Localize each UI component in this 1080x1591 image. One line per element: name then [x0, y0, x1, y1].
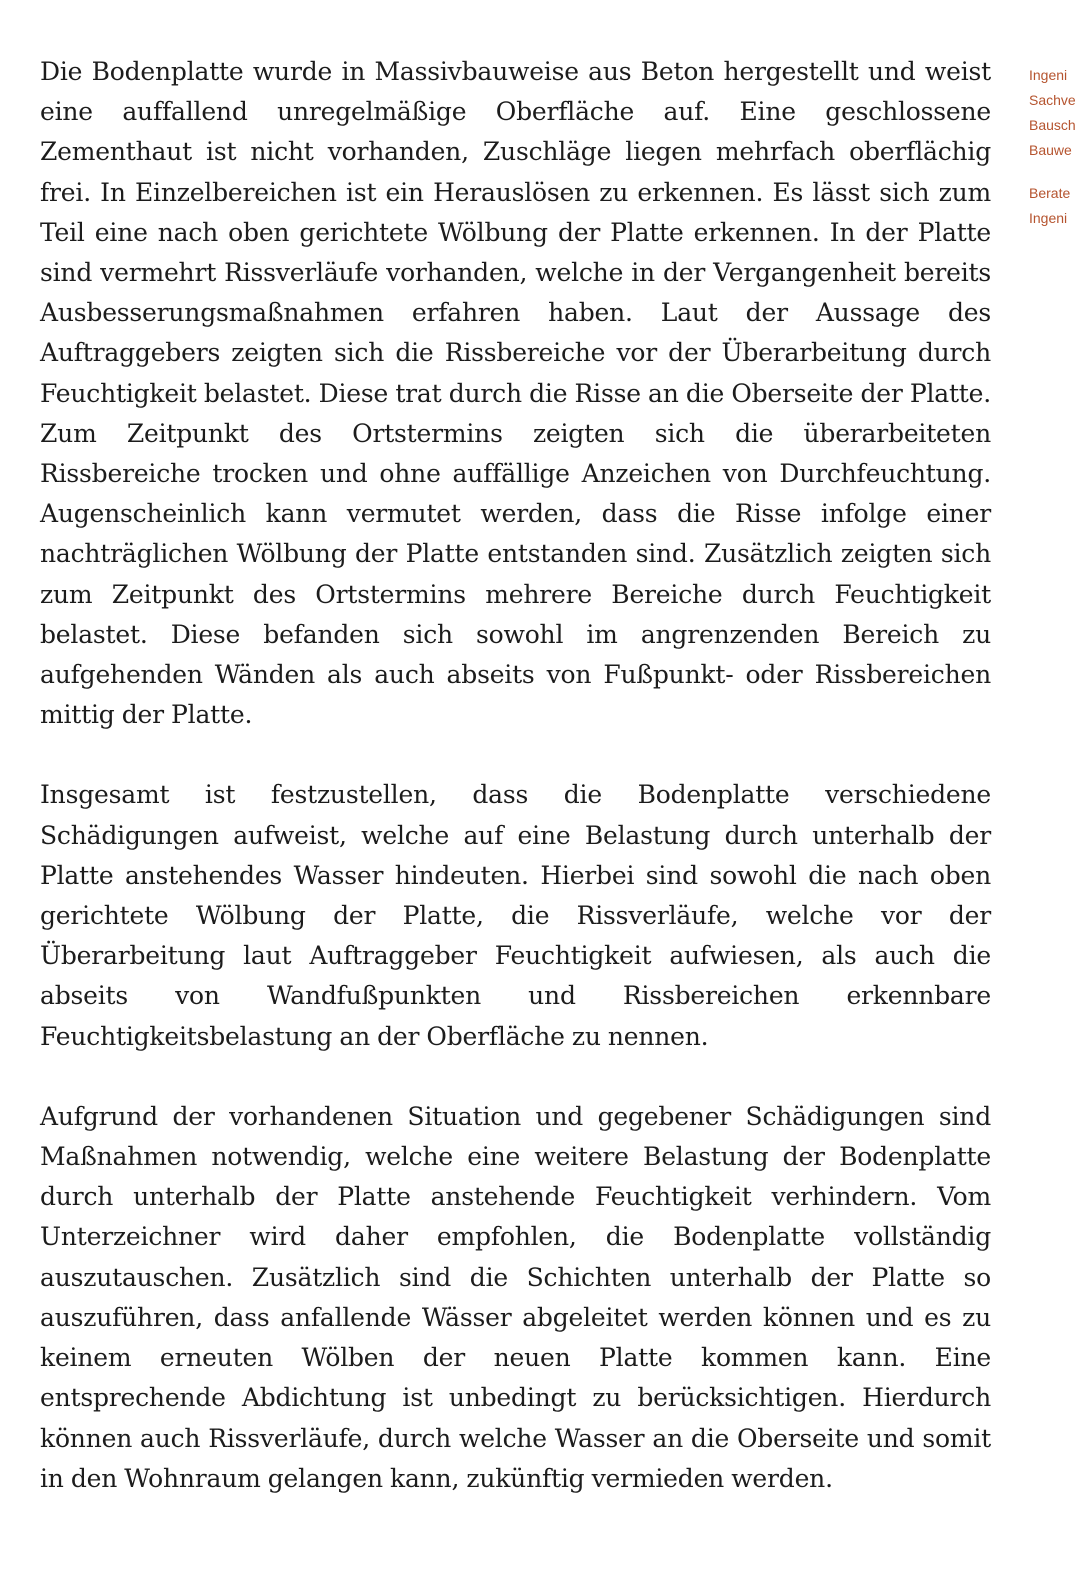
margin-note: Berate: [1029, 185, 1071, 201]
margin-note: Sachve: [1029, 92, 1076, 108]
paragraph-recommendation: Aufgrund der vorhandenen Situation und gegebener Schädigungen sind Maßnahmen notwendig, welche eine weitere Belastung der Bodenplatte durch unterhalb der Platte anstehende Feuchtigkeit verhindern. Vom Unterzeichner wird daher empfohlen, die Bodenplatte vollständig auszutauschen. Zusätzlich sind die Schichten unterhalb der Platte so auszuführen, dass anfallende Wässer abgeleitet werden können und es zu keinem erneuten Wölben der neuen Platte kommen kann. Eine entsprechende Abdichtung ist unbedingt zu berücksichtigen. Hierdurch können auch Rissverläufe, durch welche Wasser an die Oberseite und somit in den Wohnraum gelangen kann, zukünftig vermieden werden.: [40, 1101, 991, 1493]
margin-note-group: [1029, 181, 1080, 231]
margin-letterhead: [1029, 63, 1080, 231]
margin-note: Bauwe: [1029, 142, 1072, 158]
paragraph-assessment: Insgesamt ist festzustellen, dass die Bodenplatte verschiedene Schädigungen aufweist, welche auf eine Belastung durch unterhalb der Platte anstehendes Wasser hindeuten. Hierbei sind sowohl die nach oben gerichtete Wölbung der Platte, die Rissverläufe, welche vor der Überarbeitung laut Auftraggeber Feuchtigkeit aufwiesen, als auch die abseits von Wandfußpunkten und Rissbereichen erkennbare Feuchtigkeitsbelastung an der Oberfläche zu nennen.: [40, 780, 991, 1051]
margin-note: Ingeni: [1029, 67, 1068, 83]
margin-note-group: [1029, 63, 1080, 163]
paragraph-findings: Die Bodenplatte wurde in Massivbauweise aus Beton hergestellt und weist eine auffallend unregelmäßige Oberfläche auf. Eine geschlossene Zementhaut ist nicht vorhanden, Zuschläge liegen mehrfach oberflächig frei. In Einzelbereichen ist ein Herauslösen zu erkennen. Es lässt sich zum Teil eine nach oben gerichtete Wölbung der Platte erkennen. In der Platte sind vermehrt Rissverläufe vorhanden, welche in der Vergangenheit bereits Ausbesserungsmaßnahmen erfahren haben. Laut der Aussage des Auftraggebers zeigten sich die Rissbereiche vor der Überarbeitung durch Feuchtigkeit belastet. Diese trat durch die Risse an die Oberseite der Platte. Zum Zeitpunkt des Ortstermins zeigten sich die überarbeiteten Rissbereiche trocken und ohne auffällige Anzeichen von Durchfeuchtung. Augenscheinlich kann vermutet werden, dass die Risse infolge einer nachträglichen Wölbung der Platte entstanden sind. Zusätzlich zeigten sich zum Zeitpunkt des Ortstermins mehrere Bereiche durch Feuchtigkeit belastet. Diese befanden sich sowohl im angrenzenden Bereich zu aufgehenden Wänden als auch abseits von Fußpunkt- oder Rissbereichen mittig der Platte.: [40, 57, 991, 730]
margin-note: Ingeni: [1029, 210, 1068, 226]
document-body: [40, 52, 991, 1499]
margin-note: Bausch: [1029, 117, 1076, 133]
